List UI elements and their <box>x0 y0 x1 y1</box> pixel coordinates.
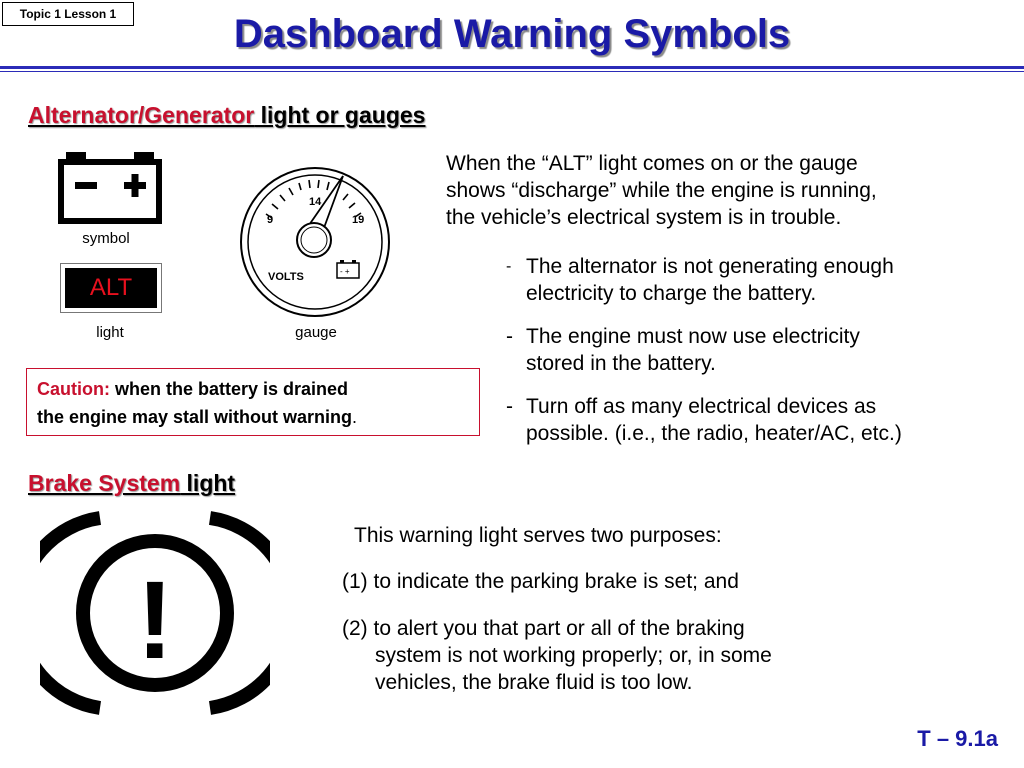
voltmeter-gauge-icon <box>238 162 392 322</box>
battery-symbol-icon <box>58 152 162 224</box>
caution-label: Caution: <box>37 379 110 399</box>
alternator-bullet <box>506 253 1021 307</box>
bullet-line: Turn off as many electrical devices as <box>526 395 877 418</box>
gauge-battery-signs: - + <box>340 267 350 276</box>
gauge-label-low: 9 <box>267 214 274 226</box>
light-caption: light <box>96 324 124 341</box>
brake-exclamation-mark: ! <box>136 559 174 682</box>
brake-intro: This warning light serves two purposes: <box>354 524 722 547</box>
caution-box <box>26 368 480 436</box>
brake-item-2-line: system is not working properly; or, in some <box>375 644 772 667</box>
slide-id: T – 9.1a <box>917 726 998 751</box>
caution-line-1: when the battery is drained <box>109 379 349 399</box>
bullet-line: possible. (i.e., the radio, heater/AC, etc.) <box>526 422 902 445</box>
alt-light-text: ALT <box>65 268 157 308</box>
gauge-label-mid: 14 <box>309 196 322 208</box>
topic-label: Topic 1 Lesson 1 <box>2 2 134 26</box>
bullet-line: The alternator is not generating enough <box>526 255 894 278</box>
bullet-line: electricity to charge the battery. <box>526 282 817 305</box>
alternator-intro <box>446 150 1016 231</box>
alternator-intro-line: shows “discharge” while the engine is running, <box>446 179 877 202</box>
bullet-line: stored in the battery. <box>526 352 716 375</box>
alternator-bullet <box>506 393 1021 447</box>
brake-item-1: (1) to indicate the parking brake is set; and <box>342 570 739 593</box>
bullet-line: The engine must now use electricity <box>526 325 860 348</box>
bullet-dash: - <box>506 395 513 418</box>
alternator-bullet <box>506 323 1021 377</box>
alternator-bullet-list <box>506 253 1021 447</box>
brake-heading-red: Brake System <box>28 470 181 496</box>
alternator-heading-red: Alternator/Generator <box>28 102 255 128</box>
gauge-unit-label: VOLTS <box>268 271 304 283</box>
page-title: Dashboard Warning Symbols <box>233 12 791 56</box>
alternator-intro-line: When the “ALT” light comes on or the gauge <box>446 152 858 175</box>
alternator-intro-line: the vehicle’s electrical system is in trouble. <box>446 206 842 229</box>
brake-heading-rest: light <box>180 470 236 496</box>
bullet-dash: - <box>506 325 513 348</box>
symbol-caption: symbol <box>82 230 130 247</box>
alternator-heading-rest: light or gauges <box>254 102 426 128</box>
caution-period: . <box>352 407 358 427</box>
alt-warning-light <box>60 263 162 313</box>
gauge-label-high: 19 <box>352 214 365 226</box>
brake-heading <box>28 470 235 497</box>
title-divider <box>0 66 1024 69</box>
caution-line-2: the engine may stall without warning <box>37 407 353 427</box>
brake-warning-icon <box>40 510 270 716</box>
title-divider-thin <box>0 71 1024 72</box>
brake-item-2-line: vehicles, the brake fluid is too low. <box>375 671 693 694</box>
brake-item-2-line: (2) to alert you that part or all of the braking <box>342 617 745 640</box>
alternator-heading <box>28 102 425 129</box>
bullet-dash: - <box>506 258 512 275</box>
gauge-caption: gauge <box>295 324 337 341</box>
brake-item-2 <box>342 615 982 696</box>
